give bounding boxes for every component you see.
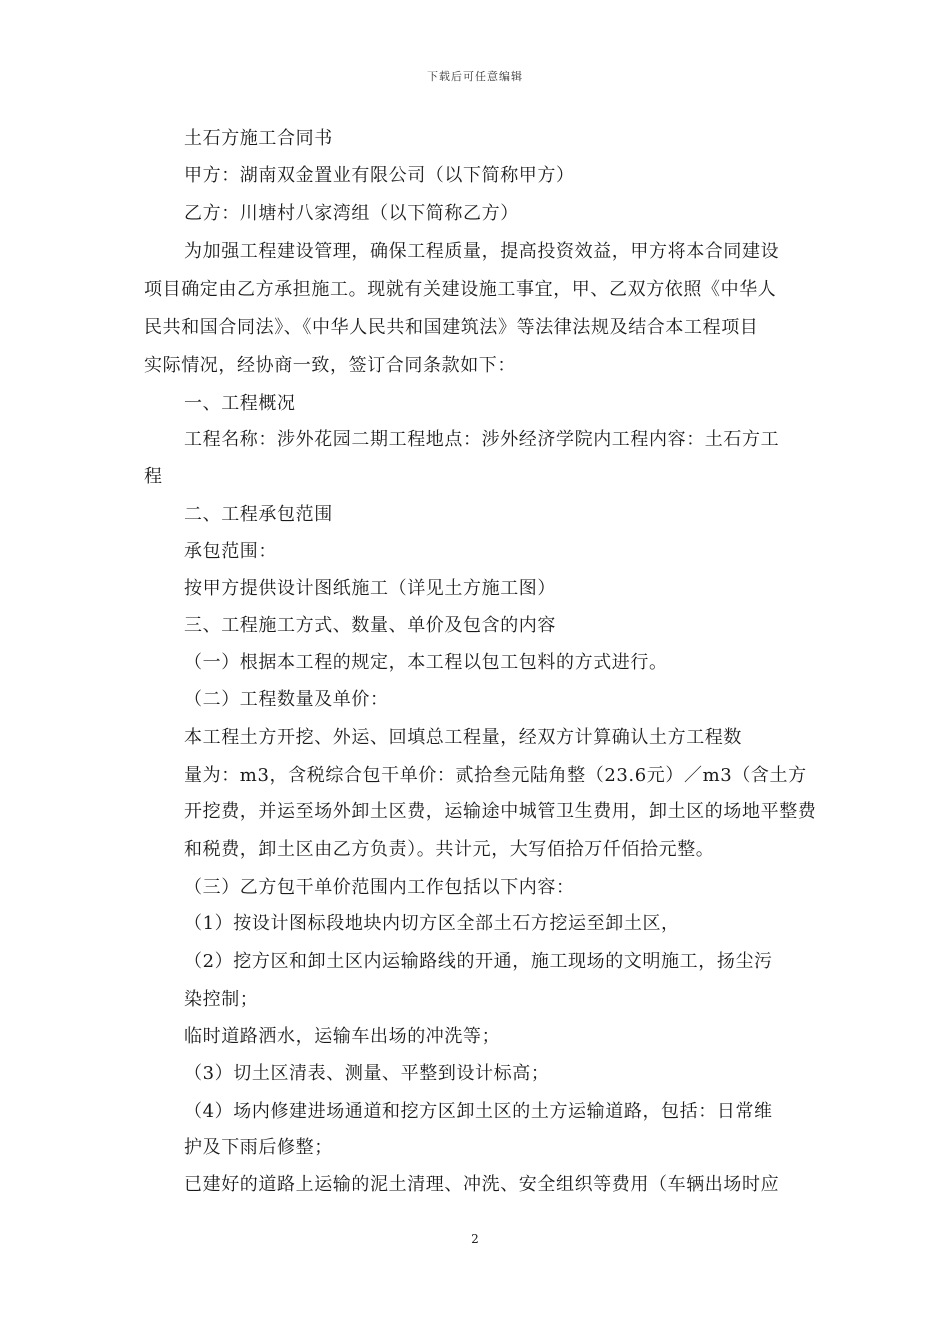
paragraph-line: （三）乙方包干单价范围内工作包括以下内容： (184, 877, 575, 898)
list-item: 护及下雨后修整； (184, 1137, 333, 1158)
paragraph-line: 和税费，卸土区由乙方负责）。共计元，大写佰拾万仟佰拾元整。 (184, 839, 715, 860)
preamble-line: 项目确定由乙方承担施工。现就有关建设施工事宜，甲、乙双方依照《中华人 (144, 279, 777, 300)
paragraph-line: 工程名称：涉外花园二期工程地点：涉外经济学院内工程内容：土石方工 (184, 429, 780, 450)
list-item: （2）挖方区和卸土区内运输路线的开通，施工现场的文明施工，扬尘污 (184, 951, 773, 972)
preamble-line: 实际情况，经协商一致，签订合同条款如下： (144, 355, 516, 376)
section-heading: 一、工程概况 (184, 393, 296, 414)
paragraph-line: （一）根据本工程的规定，本工程以包工包料的方式进行。 (184, 652, 668, 673)
paragraph-line: 按甲方提供设计图纸施工（详见土方施工图） (184, 578, 556, 599)
page-number: 2 (471, 1232, 479, 1246)
paragraph-line: 开挖费，并运至场外卸土区费，运输途中城管卫生费用，卸土区的场地平整费 (184, 801, 817, 822)
paragraph-line: 本工程土方开挖、外运、回填总工程量，经双方计算确认土方工程数 (184, 727, 742, 748)
list-item: （3）切土区清表、测量、平整到设计标高； (184, 1063, 550, 1084)
party-b: 乙方：川塘村八家湾组（以下简称乙方） (184, 203, 519, 224)
list-item: （1）按设计图标段地块内切方区全部土石方挖运至卸土区， (184, 913, 680, 934)
party-a: 甲方：湖南双金置业有限公司（以下简称甲方） (184, 165, 575, 186)
paragraph-line: 量为：m3，含税综合包干单价：贰拾叁元陆角整（23.6元）／m3（含土方 (184, 765, 807, 786)
list-item: 染控制； (184, 989, 259, 1010)
paragraph-line: 承包范围： (184, 541, 277, 562)
list-item: （4）场内修建进场通道和挖方区卸土区的土方运输道路，包括：日常维 (184, 1101, 773, 1122)
preamble-line: 民共和国合同法》、《中华人民共和国建筑法》等法律法规及结合本工程项目 (144, 317, 759, 338)
list-item: 临时道路洒水，运输车出场的冲洗等； (184, 1026, 501, 1047)
preamble-line: 为加强工程建设管理，确保工程质量，提高投资效益，甲方将本合同建设 (184, 241, 780, 262)
paragraph-line: （二）工程数量及单价： (184, 689, 389, 710)
section-heading: 三、工程施工方式、数量、单价及包含的内容 (184, 615, 556, 636)
paragraph-line: 程 (144, 466, 163, 487)
paragraph-line: 已建好的道路上运输的泥土清理、冲洗、安全组织等费用（车辆出场时应 (184, 1174, 780, 1195)
section-heading: 二、工程承包范围 (184, 504, 333, 525)
doc-title: 土石方施工合同书 (184, 128, 333, 149)
page-header: 下载后可任意编辑 (427, 70, 523, 83)
